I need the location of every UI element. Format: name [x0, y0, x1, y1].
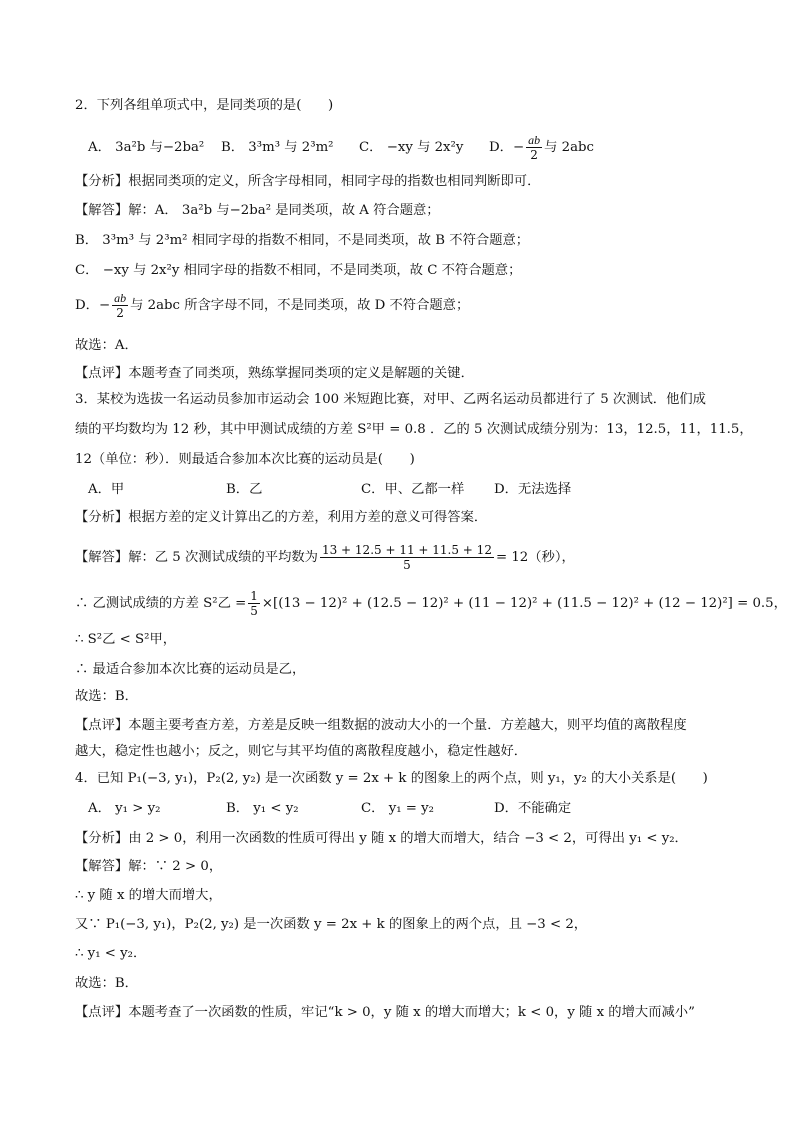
q4-analysis: 【分析】由 2 > 0，利用一次函数的性质可得出 y 随 x 的增大而增大，结合 −3 < 2，可得出 y₁ < y₂．: [75, 831, 688, 846]
q3-comment-line-2: 越大，稳定性也越小；反之，则它与其平均值的离散程度越小，稳定性越好．: [75, 744, 528, 759]
q3-analysis: 【分析】根据方差的定义计算出乙的方差，利用方差的意义可得答案．: [75, 510, 488, 525]
q2-comment: 【点评】本题考查了同类项，熟练掌握同类项的定义是解题的关键．: [75, 366, 474, 381]
q4-answer-line-2: ∴ y 随 x 的增大而增大，: [75, 888, 222, 903]
q3-options: [88, 480, 571, 500]
q3-stem-line-1: 3．某校为选拔一名运动员参加市运动会 100 米短跑比赛，对甲、乙两名运动员都进行了 5 次测试．他们成: [75, 392, 706, 407]
q4-options: [88, 799, 571, 819]
q2-analysis: 【分析】根据同类项的定义，所含字母相同，相同字母的指数也相同判断即可．: [75, 174, 541, 189]
q3-answer-line-2: ∴ 乙测试成绩的方差 S²乙 = $\frac{1}{5}$ ×[(13 − 12)² + (12.5 − 12)² + (11 − 12)² + (11.5 − 12)² + (12 − 12)²] = 0.5，: [75, 589, 787, 618]
q4-option-b: B． y₁ < y₂: [226, 801, 299, 816]
q2-answer-line-1: 【解答】解：A． 3a²b 与−2ba² 是同类项，故 A 符合题意；: [75, 203, 440, 218]
q4-answer-line-3: 又∵ P₁(−3, y₁)，P₂(2, y₂) 是一次函数 y = 2x + k 的图象上的两个点，且 −3 < 2，: [75, 917, 588, 932]
q3-option-a: A．甲: [88, 482, 125, 497]
q2-option-c: C． −xy 与 2x²y: [359, 140, 464, 155]
q3-stem-line-2: 绩的平均数均为 12 秒，其中甲测试成绩的方差 S²甲 = 0.8 ．乙的 5 次测试成绩分别为：13，12.5，11，11.5，: [75, 422, 753, 437]
q3-answer-line-1: 【解答】解：乙 5 次测试成绩的平均数为 $\frac{13 + 12.5 + 11 + 11.5 + 12}{5}$ = 12（秒），: [75, 543, 575, 572]
q3-option-c: C．甲、乙都一样: [361, 482, 465, 497]
q4-answer-line-1: 【解答】解：∵ 2 > 0，: [75, 859, 223, 874]
q2-answer-fraction: $\frac{ab}{2}$: [114, 291, 127, 320]
q2-choose: 故选：A．: [75, 338, 138, 353]
q3-variance-fraction: $\frac{1}{5}$: [250, 589, 258, 618]
q4-option-c: C． y₁ = y₂: [361, 801, 434, 816]
q4-option-a: A． y₁ > y₂: [88, 801, 161, 816]
q2-answer-line-3: C． −xy 与 2x²y 相同字母的指数不相同，不是同类项，故 C 不符合题意；: [75, 263, 522, 278]
q3-choose: 故选：B．: [75, 689, 138, 704]
q2-option-d: D．− $\frac{ab}{2}$ 与 2abc: [489, 133, 594, 162]
q4-answer-line-4: ∴ y₁ < y₂．: [75, 946, 147, 961]
q2-stem: 2．下列各组单项式中，是同类项的是( ): [75, 98, 334, 113]
q2-answer-line-4: D．− $\frac{ab}{2}$ 与 2abc 所含字母不同，不是同类项，故 D 不符合题意；: [75, 291, 470, 320]
q2-option-d-fraction: $\frac{ab}{2}$: [528, 133, 541, 162]
q2-option-b: B． 3³m³ 与 2³m²: [221, 140, 334, 155]
q3-comment-line-1: 【点评】本题主要考查方差，方差是反映一组数据的波动大小的一个量．方差越大，则平均值的离散程度: [75, 718, 687, 733]
q4-comment: 【点评】本题考查了一次函数的性质，牢记“k > 0，y 随 x 的增大而增大；k < 0，y 随 x 的增大而减小”: [75, 1005, 695, 1020]
q4-choose: 故选：B．: [75, 976, 138, 991]
q3-option-d: D．无法选择: [494, 482, 572, 497]
q2-options: [88, 133, 594, 162]
q3-answer-line-3: ∴ S²乙 < S²甲，: [75, 632, 177, 647]
q2-answer-line-2: B． 3³m³ 与 2³m² 相同字母的指数不相同，不是同类项，故 B 不符合题意；: [75, 233, 530, 248]
q4-stem: 4．已知 P₁(−3, y₁)，P₂(2, y₂) 是一次函数 y = 2x + k 的图象上的两个点，则 y₁，y₂ 的大小关系是( ): [75, 771, 708, 786]
q3-mean-fraction: $\frac{13 + 12.5 + 11 + 11.5 + 12}{5}$: [321, 543, 492, 572]
q3-stem-line-3: 12（单位：秒）．则最适合参加本次比赛的运动员是( ): [75, 452, 415, 467]
q3-answer-line-4: ∴ 最适合参加本次比赛的运动员是乙，: [75, 662, 306, 677]
q2-option-a: A． 3a²b 与−2ba²: [88, 140, 205, 155]
q3-option-b: B．乙: [226, 482, 263, 497]
q4-option-d: D．不能确定: [494, 801, 572, 816]
